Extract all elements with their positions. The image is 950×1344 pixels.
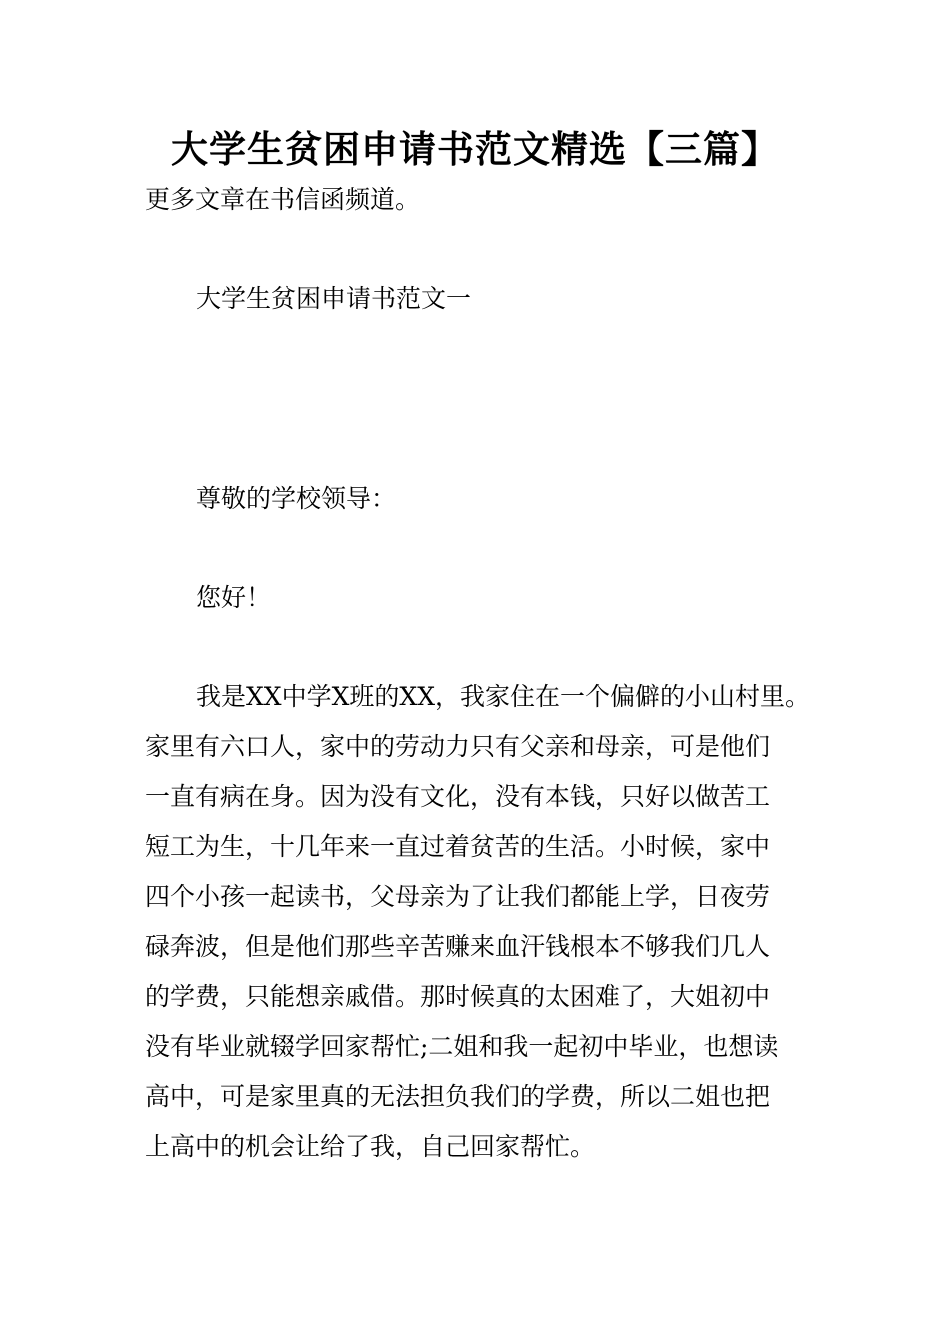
paragraph-line: 我是XX中学X班的XX，我家住在一个偏僻的小山村里。 <box>196 682 810 711</box>
paragraph-line: 四个小孩一起读书，父母亲为了让我们都能上学，日夜劳 <box>145 882 771 911</box>
greeting: 您好！ <box>196 583 272 612</box>
document-title: 大学生贫困申请书范文精选【三篇】 <box>171 128 779 171</box>
paragraph-line: 碌奔波，但是他们那些辛苦赚来血汗钱根本不够我们几人 <box>145 932 771 961</box>
paragraph-line: 一直有病在身。因为没有文化，没有本钱，只好以做苦工 <box>145 782 771 811</box>
paragraph-line: 没有毕业就辍学回家帮忙;二姐和我一起初中毕业，也想读 <box>145 1032 779 1061</box>
intro-text: 更多文章在书信函频道。 <box>145 185 421 214</box>
section-heading: 大学生贫困申请书范文一 <box>196 284 472 313</box>
salutation: 尊敬的学校领导： <box>196 484 397 513</box>
paragraph-line: 的学费，只能想亲戚借。那时候真的太困难了，大姐初中 <box>145 982 771 1011</box>
paragraph-line: 高中，可是家里真的无法担负我们的学费，所以二姐也把 <box>145 1082 771 1111</box>
paragraph-line: 家里有六口人，家中的劳动力只有父亲和母亲，可是他们 <box>145 732 771 761</box>
paragraph-line: 上高中的机会让给了我，自己回家帮忙。 <box>145 1132 596 1161</box>
paragraph-line: 短工为生，十几年来一直过着贫苦的生活。小时候，家中 <box>145 832 771 861</box>
